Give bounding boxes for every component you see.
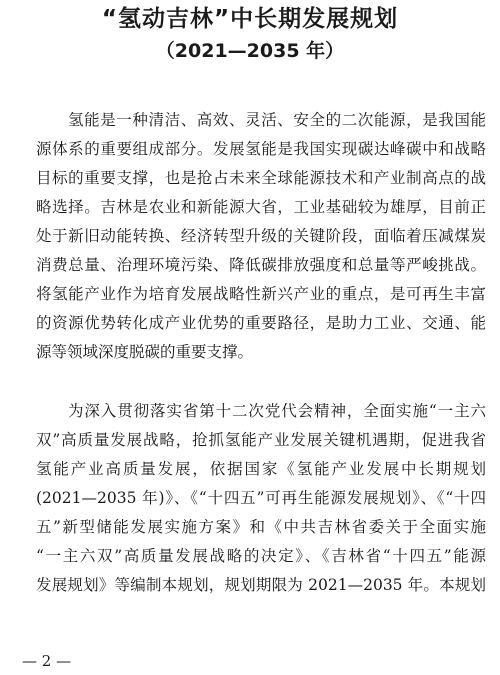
paragraph-line: 消费总量、治理环境污染、降低碳排放强度和总量等严峻挑战。 <box>36 256 486 274</box>
document-title: “氢动吉林”中长期发展规划 <box>101 6 399 32</box>
paragraph-line: 源体系的重要组成部分。发展氢能是我国实现碳达峰碳中和战略 <box>36 140 486 158</box>
paragraph-line: 发展规划》等编制本规划，规划期限为 2021—2035 年。本规划 <box>36 576 486 594</box>
paragraph-line: (2021—2035 年)》、《“十四五”可再生能源发展规划》、《“十四 <box>36 489 486 507</box>
paragraph-line: 将氢能产业作为培育发展战略性新兴产业的重点，是可再生丰富 <box>36 285 486 303</box>
paragraph-line: 双”高质量发展战略，抢抓氢能产业发展关键机遇期，促进我省 <box>36 431 486 449</box>
paragraph-line: 为深入贯彻落实省第十二次党代会精神，全面实施“一主六 <box>68 402 486 420</box>
paragraph-line: 目标的重要支撑，也是抢占未来全球能源技术和产业制高点的战 <box>36 169 486 187</box>
paragraph-line: 处于新旧动能转换、经济转型升级的关键阶段，面临着压减煤炭 <box>36 227 486 245</box>
paragraph-line: 的资源优势转化成产业优势的重要路径，是助力工业、交通、能 <box>36 314 486 332</box>
paragraph-line: 五”新型储能发展实施方案》和《中共吉林省委关于全面实施 <box>36 518 486 536</box>
paragraph-line: 氢能产业高质量发展，依据国家《氢能产业发展中长期规划 <box>36 460 486 478</box>
paragraph-line: 源等领域深度脱碳的重要支撑。 <box>36 343 254 361</box>
paragraph-line: 氢能是一种清洁、高效、灵活、安全的二次能源，是我国能 <box>68 111 486 129</box>
paragraph-line: “一主六双”高质量发展战略的决定》、《吉林省“十四五”能源 <box>36 547 486 565</box>
paragraph-line: 略选择。吉林是农业和新能源大省，工业基础较为雄厚，目前正 <box>36 198 486 216</box>
page-number: — 2 — <box>22 652 72 670</box>
document-subtitle: （2021—2035 年） <box>155 40 345 62</box>
